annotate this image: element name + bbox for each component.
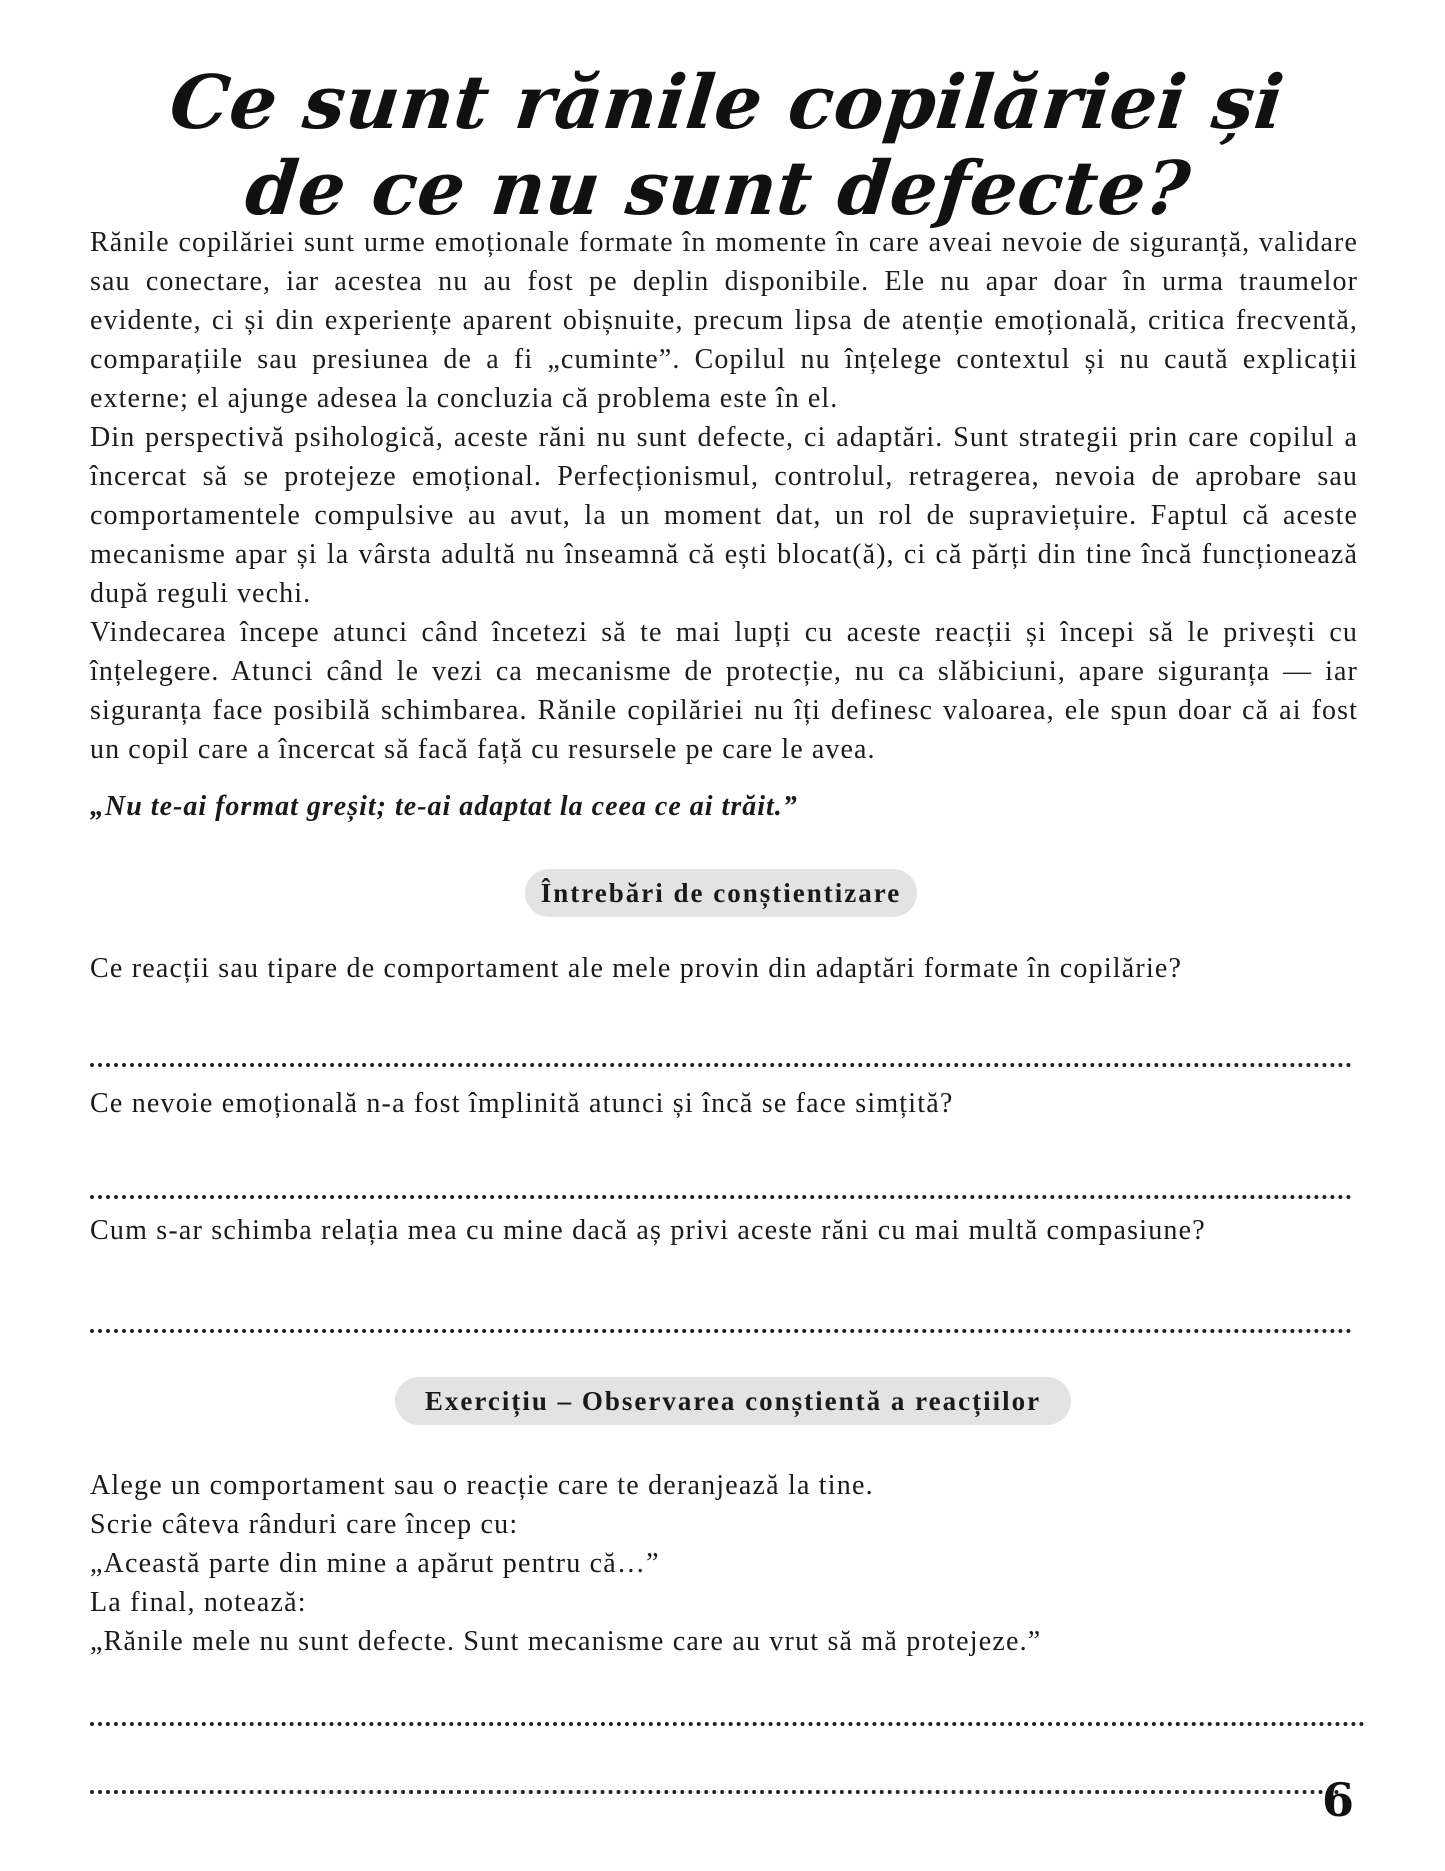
exercise-line: „Rănile mele nu sunt defecte. Sunt mecanisme care au vrut să mă protejeze.” — [90, 1626, 1042, 1657]
questions-heading: Întrebări de conștientizare — [525, 869, 917, 917]
exercise-line: „Această parte din mine a apărut pentru că…” — [90, 1548, 660, 1579]
quote: „Nu te-ai format greșit; te-ai adaptat la ceea ce ai trăit.” — [90, 791, 798, 822]
exercise-line: Scrie câteva rânduri care încep cu: — [90, 1509, 519, 1540]
writing-line-1[interactable] — [90, 1722, 1365, 1726]
paragraph: Rănile copilăriei sunt urme emoționale formate în momente în care aveai nevoie de siguranță, validare sau conectare, iar acestea nu au fost pe deplin disponibile. Ele nu apar doar în urma traumelor evidente, ci și din experiențe aparent obișnuite, precum lipsa de atenție emoțională, critica frecventă, comparațiile sau presiunea de a fi „cuminte”. Copilul nu înțelege contextul și nu caută explicații externe; el ajunge adesea la concluzia că problema este în el. — [90, 227, 1358, 414]
page-title: Ce sunt rănile copilăriei și de ce nu sunt defecte? — [166, 60, 1288, 232]
answer-line-1[interactable] — [90, 1063, 1352, 1067]
paragraph: Din perspectivă psihologică, aceste răni nu sunt defecte, ci adaptări. Sunt strategii prin care copilul a încercat să se protejeze emoțional. Perfecționismul, controlul, retragerea, nevoia de aprobare sau comportamentele compulsive au avut, la un moment dat, un rol de supraviețuire. Faptul că aceste mecanisme apar și la vârsta adultă nu înseamnă că ești blocat(ă), ci că părți din tine încă funcționează după reguli vechi. — [90, 422, 1358, 609]
question-2: Ce nevoie emoțională n-a fost împlinită atunci și încă se face simțită? — [90, 1088, 954, 1119]
paragraph: Vindecarea începe atunci când încetezi să te mai lupți cu aceste reacții și începi să le privești cu înțelegere. Atunci când le vezi ca mecanisme de protecție, nu ca slăbiciuni, apare siguranța — iar siguranța face posibilă schimbarea. Rănile copilăriei nu îți definesc valoarea, ele spun doar că ai fost un copil care a încercat să facă față cu resursele pe care le avea. — [90, 617, 1358, 765]
exercise-heading: Exercițiu – Observarea conștientă a reacțiilor — [395, 1377, 1071, 1425]
answer-line-3[interactable] — [90, 1329, 1352, 1333]
page-number: 6 — [1322, 1773, 1355, 1827]
question-1: Ce reacții sau tipare de comportament ale mele provin din adaptări formate în copilărie? — [90, 953, 1183, 984]
writing-line-2[interactable] — [90, 1790, 1340, 1794]
exercise-line: La final, notează: — [90, 1587, 307, 1618]
exercise-instructions — [90, 1466, 1041, 1661]
intro-text — [90, 223, 1358, 769]
exercise-line: Alege un comportament sau o reacție care te deranjează la tine. — [90, 1470, 874, 1501]
answer-line-2[interactable] — [90, 1195, 1352, 1199]
question-3: Cum s-ar schimba relația mea cu mine dacă aș privi aceste răni cu mai multă compasiune? — [90, 1215, 1206, 1246]
